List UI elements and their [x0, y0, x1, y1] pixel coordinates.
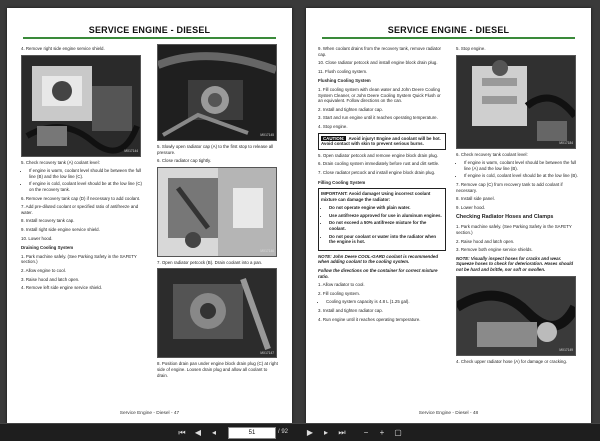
- note: Follow the directions on the container for correct mixture ratio.: [318, 268, 438, 279]
- zoom-out-icon[interactable]: −: [363, 428, 369, 437]
- figure-ref: MX17146: [260, 249, 274, 254]
- page-total: / 92: [278, 429, 289, 435]
- caution-tag: CAUTION:: [323, 135, 345, 141]
- step: 3. Remove both engine service shields.: [456, 247, 533, 253]
- bullet: • If engine is warm, coolant level should be between the full line (B) and the low line (C).: [29, 168, 143, 179]
- prev-page-button[interactable]: ◀: [194, 428, 202, 437]
- last-page-button[interactable]: ⏭: [338, 428, 346, 437]
- step: 6. Close radiator cap tightly.: [157, 158, 212, 164]
- page-footer: Service Engine - Diesel - 47: [119, 411, 180, 416]
- bullet: • Use antifreeze approved for use in aluminum engines.: [329, 213, 443, 219]
- zoom-in-icon[interactable]: +: [379, 428, 385, 437]
- manual-page-right: [306, 8, 591, 424]
- page-header: [23, 25, 276, 37]
- fit-page-icon[interactable]: ▢: [394, 428, 402, 437]
- figure-ref: MX17147: [260, 350, 274, 355]
- step: 2. Allow engine to cool.: [21, 267, 66, 273]
- page-header: [322, 25, 575, 37]
- first-page-button[interactable]: ⏮: [178, 428, 186, 437]
- radiator-hose-photo: [456, 276, 576, 356]
- forward-button[interactable]: ▸: [323, 428, 328, 437]
- step: 8. Install side panel.: [456, 196, 495, 202]
- step: 7. Open radiator petcock (B). Drain coolant into a pan.: [157, 259, 263, 265]
- important-lead: IMPORTANT: Avoid damage! Using incorrect coolant mixture can damage the radiator:: [321, 191, 431, 202]
- step: 7. Add pre-diluted coolant or specified ratio of antifreeze and water.: [21, 204, 139, 215]
- page-number-input[interactable]: 51: [228, 427, 276, 439]
- section-heading: Checking Radiator Hoses and Clamps: [456, 214, 554, 221]
- petcock-photo: [157, 167, 277, 257]
- step: 9. When coolant drains from the recovery tank, remove radiator cap.: [318, 46, 441, 57]
- section-heading: Flushing Cooling System: [318, 78, 371, 84]
- step: 4. Stop engine.: [318, 123, 348, 129]
- step: 1. Park machine safely. (See Parking Safety in the SAFETY section.): [21, 253, 137, 265]
- step: 8. Install recovery tank cap.: [21, 218, 75, 224]
- step: 11. Flush cooling system.: [318, 68, 368, 74]
- bullet: • If engine is cold, coolant level should be at the low line (C) on the recovery tank.: [29, 181, 143, 192]
- page-title: SERVICE ENGINE - DIESEL: [88, 25, 211, 35]
- right-column-2: [456, 46, 578, 367]
- step: 4. Remove left side engine service shield.: [21, 285, 103, 291]
- right-column-1: [318, 46, 446, 325]
- step: 5. Slowly open radiator cap (A) to the first stop to release all pressure.: [157, 144, 274, 155]
- step: 6. Drain cooling system immediately before rust and dirt settle.: [318, 161, 440, 167]
- step: 3. Install and tighten radiator cap.: [318, 308, 383, 313]
- step: 2. Raise hood and latch open.: [456, 238, 515, 244]
- header-rule: [322, 37, 575, 39]
- note: NOTE: John Deere COOL-GARD coolant is recommended when adding coolant to the cooling system.: [318, 253, 439, 265]
- engine-photo: [21, 55, 141, 157]
- step: 2. Install and tighten radiator cap.: [318, 106, 383, 112]
- step: 1. Park machine safely. (See Parking Safety in the SAFETY section.): [456, 224, 572, 235]
- step: 4. Check upper radiator hose (A) for damage or cracking.: [456, 358, 568, 364]
- step: 5. Open radiator petcock and remove engine block drain plug.: [318, 152, 439, 158]
- bullet: • Cooling system capacity is 4.8 L (1.25 gal).: [326, 299, 446, 305]
- page-title: SERVICE ENGINE - DIESEL: [387, 25, 510, 35]
- figure-ref: MX17184: [559, 141, 573, 145]
- bullet: • If engine is cold, coolant level should be at the low line (B).: [464, 173, 578, 179]
- step: 9. Lower hood.: [456, 204, 486, 210]
- bullet: • Do not pour coolant or water into the radiator when the engine is hot.: [329, 234, 443, 245]
- step: 5. Check recovery tank (A) coolant level:: [21, 159, 100, 165]
- manual-page-left: [7, 8, 292, 424]
- next-page-button[interactable]: ▶: [306, 428, 314, 437]
- step: 3. Start and run engine until it reaches operating temperature.: [318, 115, 438, 121]
- note: NOTE: Visually inspect hoses for cracks and wear. Squeeze hoses to check for deterioration. Hoses should not be hard and brittle, nor soft or swollen.: [456, 255, 574, 272]
- radiator-cap-photo: [157, 44, 277, 141]
- bullet: • If engine is warm, coolant level should be between the full line (A) and the low line (B).: [464, 160, 578, 171]
- bullet: • Do not operate engine with plain water.: [329, 205, 443, 211]
- figure-ref: MX17144: [124, 149, 138, 153]
- step: 3. Raise hood and latch open.: [21, 276, 80, 282]
- page-footer: Service Engine - Diesel - 48: [418, 411, 479, 416]
- bullet: • Do not exceed a 50% antifreeze mixture for the coolant.: [329, 220, 443, 231]
- figure-ref: MX17149: [559, 347, 573, 352]
- figure-ref: MX17145: [260, 133, 274, 138]
- step: 10. Lower hood.: [21, 235, 53, 241]
- header-rule: [23, 37, 276, 39]
- step: 1. Allow radiator to cool.: [318, 282, 365, 288]
- step: 2. Fill cooling system.: [318, 290, 360, 296]
- left-column-1: [21, 46, 143, 294]
- recovery-tank-photo: [456, 55, 576, 149]
- step: 6. Check recovery tank coolant level:: [456, 151, 528, 157]
- step: 1. Fill cooling system with clean water and John Deere Cooling System Cleaner, or John Deere Cooling System Quick Flush or an equivalent. Follow directions on the can.: [318, 86, 441, 104]
- step: 7. Remove cap (C) from recovery tank to add coolant if necessary.: [456, 181, 563, 193]
- back-button[interactable]: ◂: [211, 428, 216, 437]
- step: 4. Remove right side engine service shield.: [21, 46, 105, 51]
- viewer-toolbar: [0, 423, 600, 441]
- important-box: [318, 188, 446, 251]
- left-column-2: [157, 44, 279, 381]
- section-heading: Filling Cooling System: [318, 179, 366, 185]
- step: 7. Close radiator petcock and install engine block drain plug.: [318, 169, 436, 175]
- step: 10. Close radiator petcock and install engine block drain plug.: [318, 60, 438, 66]
- caution-box: [318, 133, 446, 150]
- step: 9. Install right side engine service shield.: [21, 226, 100, 232]
- section-heading: Draining Cooling System: [21, 245, 74, 251]
- step: 6. Remove recovery tank cap (D) if necessary to add coolant.: [21, 195, 141, 201]
- step: 4. Run engine until it reaches operating temperature.: [318, 316, 421, 322]
- step: 5. Stop engine.: [456, 46, 486, 51]
- drain-plug-photo: [157, 268, 277, 358]
- caution-text: Avoid injury! Engine and coolant will be hot. Avoid contact with skin to prevent serious burns.: [321, 135, 441, 147]
- step: 8. Position drain pan under engine block drain plug (C) at right side of engine. Loosen drain plug and allow all coolant to drain.: [157, 361, 278, 378]
